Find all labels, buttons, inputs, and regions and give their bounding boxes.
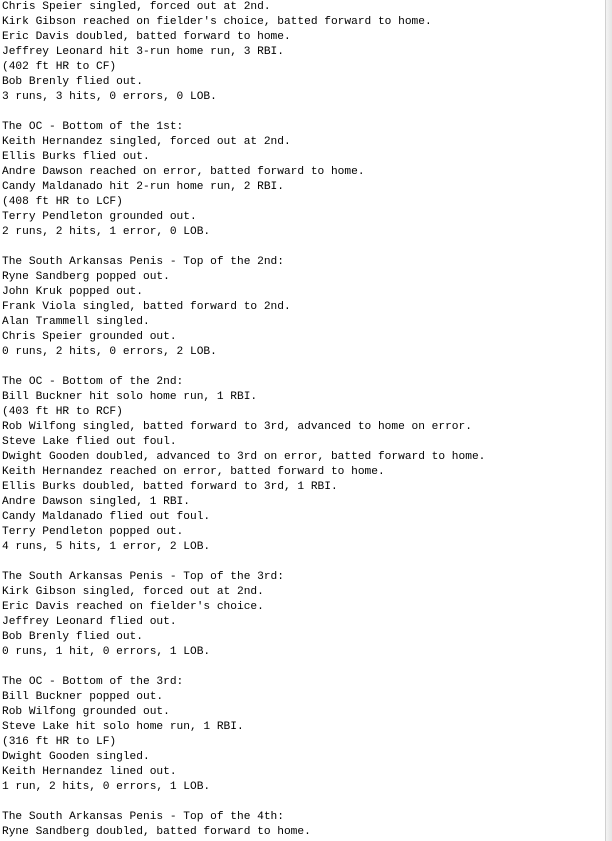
section-spacer (2, 555, 612, 570)
play-line: Keith Hernandez singled, forced out at 2nd. (2, 136, 291, 148)
play-line: Terry Pendleton popped out. (2, 526, 184, 538)
play-line: Ryne Sandberg doubled, batted forward to home. (2, 826, 311, 838)
play-line: Keith Hernandez reached on error, batted forward to home. (2, 466, 385, 478)
section-spacer (2, 360, 612, 375)
play-line: Ellis Burks flied out. (2, 151, 150, 163)
play-line: Terry Pendleton grounded out. (2, 211, 197, 223)
right-edge-gutter (605, 0, 612, 841)
play-line: John Kruk popped out. (2, 286, 143, 298)
inning-summary: 4 runs, 5 hits, 1 error, 2 LOB. (2, 541, 211, 553)
inning-summary: 1 run, 2 hits, 0 errors, 1 LOB. (2, 781, 211, 793)
play-line: (316 ft HR to LF) (2, 736, 117, 748)
play-line: Kirk Gibson reached on fielder's choice, batted forward to home. (2, 16, 432, 28)
inning-section (2, 570, 612, 660)
play-line: Bill Buckner hit solo home run, 1 RBI. (2, 391, 258, 403)
play-line: (408 ft HR to LCF) (2, 196, 123, 208)
play-line: Rob Wilfong singled, batted forward to 3rd, advanced to home on error. (2, 421, 472, 433)
inning-section (2, 675, 612, 795)
play-line: Keith Hernandez lined out. (2, 766, 177, 778)
play-line: Eric Davis reached on fielder's choice. (2, 601, 264, 613)
inning-summary: 2 runs, 2 hits, 1 error, 0 LOB. (2, 226, 211, 238)
inning-header: The South Arkansas Penis - Top of the 4th: (2, 811, 284, 823)
inning-summary: 0 runs, 2 hits, 0 errors, 2 LOB. (2, 346, 217, 358)
inning-header: The OC - Bottom of the 3rd: (2, 676, 184, 688)
play-line: Ellis Burks doubled, batted forward to 3rd, 1 RBI. (2, 481, 338, 493)
play-line: Jeffrey Leonard flied out. (2, 616, 177, 628)
play-line: Frank Viola singled, batted forward to 2nd. (2, 301, 291, 313)
section-spacer (2, 795, 612, 810)
inning-header: The OC - Bottom of the 1st: (2, 121, 184, 133)
play-line: Bob Brenly flied out. (2, 76, 143, 88)
play-line: Rob Wilfong grounded out. (2, 706, 170, 718)
play-line: Chris Speier singled, forced out at 2nd. (2, 1, 271, 13)
play-by-play-document (2, 0, 612, 840)
play-line: Bob Brenly flied out. (2, 631, 143, 643)
section-spacer (2, 240, 612, 255)
inning-section (2, 255, 612, 360)
play-line: Eric Davis doubled, batted forward to home. (2, 31, 291, 43)
inning-section (2, 375, 612, 555)
play-line: (403 ft HR to RCF) (2, 406, 123, 418)
play-line: Bill Buckner popped out. (2, 691, 164, 703)
play-line: Dwight Gooden singled. (2, 751, 150, 763)
section-spacer (2, 105, 612, 120)
play-line: Alan Trammell singled. (2, 316, 150, 328)
play-line: Chris Speier grounded out. (2, 331, 177, 343)
play-line: Andre Dawson reached on error, batted forward to home. (2, 166, 365, 178)
play-line: (402 ft HR to CF) (2, 61, 117, 73)
play-line: Steve Lake hit solo home run, 1 RBI. (2, 721, 244, 733)
inning-header: The South Arkansas Penis - Top of the 3rd: (2, 571, 284, 583)
inning-header: The South Arkansas Penis - Top of the 2nd: (2, 256, 284, 268)
play-line: Jeffrey Leonard hit 3-run home run, 3 RBI. (2, 46, 284, 58)
play-line: Andre Dawson singled, 1 RBI. (2, 496, 190, 508)
inning-summary: 0 runs, 1 hit, 0 errors, 1 LOB. (2, 646, 211, 658)
play-line: Candy Maldanado flied out foul. (2, 511, 211, 523)
inning-section (2, 810, 612, 840)
play-line: Steve Lake flied out foul. (2, 436, 177, 448)
play-line: Kirk Gibson singled, forced out at 2nd. (2, 586, 264, 598)
play-line: Ryne Sandberg popped out. (2, 271, 170, 283)
play-line: Dwight Gooden doubled, advanced to 3rd on error, batted forward to home. (2, 451, 486, 463)
play-line: Candy Maldanado hit 2-run home run, 2 RBI. (2, 181, 284, 193)
inning-header: The OC - Bottom of the 2nd: (2, 376, 184, 388)
inning-section (2, 0, 612, 105)
inning-section (2, 120, 612, 240)
inning-summary: 3 runs, 3 hits, 0 errors, 0 LOB. (2, 91, 217, 103)
section-spacer (2, 660, 612, 675)
